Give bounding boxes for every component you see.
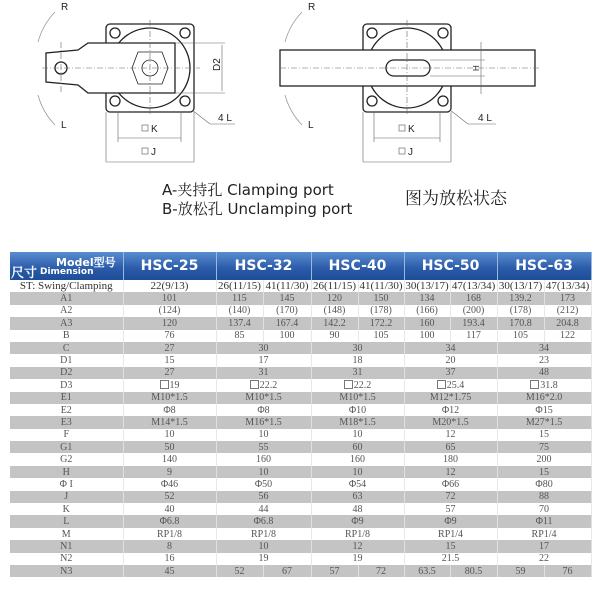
cell: 59 [497, 565, 544, 577]
cell: 16 [123, 553, 216, 565]
cell: Φ66 [404, 478, 497, 490]
cell: 115 [216, 292, 263, 304]
cell: 57 [311, 565, 358, 577]
svg-text:L: L [308, 120, 314, 131]
cell: 120 [123, 317, 216, 329]
cell: 105 [358, 330, 404, 342]
row-label: Φ I [10, 478, 123, 490]
cell: 30(13/17) [498, 280, 543, 292]
cell: Φ8 [216, 404, 311, 416]
table-row [10, 429, 591, 441]
model-header-hsc-32: HSC-32 [216, 252, 311, 280]
model-header-hsc-63: HSC-63 [497, 252, 591, 280]
row-label: C [10, 342, 123, 354]
cell: 117 [450, 330, 497, 342]
row-label: H [10, 466, 123, 478]
svg-text:K: K [408, 124, 415, 135]
right-view-drawing [280, 12, 540, 162]
table-row [10, 317, 591, 329]
svg-text:H: H [472, 65, 481, 71]
cell: 40 [123, 503, 216, 515]
cell: M14*1.5 [123, 416, 216, 428]
svg-text:J: J [151, 147, 156, 158]
cell: 75 [497, 441, 591, 453]
cell: 63 [311, 491, 404, 503]
cell: 26(11/15) [216, 280, 263, 292]
svg-text:K: K [151, 124, 158, 135]
table-row [10, 466, 591, 478]
cell: 30(13/17) [405, 280, 449, 292]
row-label: M [10, 528, 123, 540]
cell: 31 [216, 367, 311, 379]
cell: 10 [311, 466, 404, 478]
cell-value: 31.8 [540, 379, 558, 391]
svg-text:L: L [61, 120, 67, 131]
model-header-hsc-40: HSC-40 [311, 252, 404, 280]
cell: 34 [404, 342, 497, 354]
cell: 160 [404, 317, 450, 329]
state-note: 图为放松状态 [405, 189, 507, 209]
technical-drawing [0, 0, 600, 175]
model-header-hsc-25: HSC-25 [123, 252, 216, 280]
cell: 12 [404, 466, 497, 478]
cell: RP1/8 [123, 528, 216, 540]
row-label: N3 [10, 565, 123, 577]
table-row [10, 528, 591, 540]
cell: M16*1.5 [216, 416, 311, 428]
table-row [10, 565, 591, 577]
cell: 18 [311, 354, 404, 366]
cell: 52 [216, 565, 263, 577]
cell: Φ46 [123, 478, 216, 490]
cell: Φ12 [404, 404, 497, 416]
cell: M10*1.5 [216, 392, 311, 404]
cell: 34 [497, 342, 591, 354]
cell: 193.4 [450, 317, 497, 329]
cell: 10 [216, 540, 311, 552]
row-label: B [10, 330, 123, 342]
svg-text:4 L: 4 L [478, 113, 492, 124]
table-row [10, 553, 591, 565]
cell: 56 [216, 491, 311, 503]
cell-value: 19 [169, 379, 180, 391]
cell: 27 [123, 342, 216, 354]
table-row [10, 441, 591, 453]
cell: (200) [450, 305, 497, 317]
row-label: A3 [10, 317, 123, 329]
unclamping-port-label: B-放松孔 Unclamping port [162, 200, 353, 218]
cell [123, 379, 216, 391]
cell: Φ10 [311, 404, 404, 416]
cell: RP1/8 [216, 528, 311, 540]
cell: 170.8 [497, 317, 544, 329]
cell [497, 379, 591, 391]
row-label: D3 [10, 379, 123, 391]
cell: Φ80 [497, 478, 591, 490]
cell: 44 [216, 503, 311, 515]
cell: (166) [404, 305, 450, 317]
cell: 145 [263, 292, 311, 304]
cell: 15 [497, 466, 591, 478]
cell: (124) [123, 305, 216, 317]
cell: 31 [311, 367, 404, 379]
model-header-hsc-50: HSC-50 [404, 252, 497, 280]
square-symbol-icon [344, 380, 353, 389]
cell: 9 [123, 466, 216, 478]
cell-value: 25.4 [446, 379, 465, 391]
cell: 63.5 [404, 565, 450, 577]
cell: 120 [311, 292, 358, 304]
cell: 139.2 [497, 292, 544, 304]
cell: M27*1.5 [497, 416, 591, 428]
cell: 37 [404, 367, 497, 379]
cell: Φ54 [311, 478, 404, 490]
cell: 173 [544, 292, 591, 304]
cell-value: 22.2 [353, 379, 372, 391]
cell: 137.4 [216, 317, 263, 329]
cell: 180 [404, 453, 497, 465]
cell: 12 [311, 540, 404, 552]
cell: 15 [497, 429, 591, 441]
table-row [10, 367, 591, 379]
cell: 72 [404, 491, 497, 503]
cell: RP1/8 [311, 528, 404, 540]
cell: 55 [216, 441, 311, 453]
cell: 48 [497, 367, 591, 379]
row-label: D2 [10, 367, 123, 379]
cell: M12*1.75 [404, 392, 497, 404]
cell: 17 [216, 354, 311, 366]
cell: 122 [544, 330, 591, 342]
square-symbol-icon [160, 380, 169, 389]
cell: 20 [404, 354, 497, 366]
row-label: E3 [10, 416, 123, 428]
cell: Φ6.8 [216, 515, 311, 527]
cell: 48 [311, 503, 404, 515]
svg-text:J: J [408, 147, 413, 158]
cell: Φ6.8 [123, 515, 216, 527]
row-label: E2 [10, 404, 123, 416]
cell: 12 [404, 429, 497, 441]
row-label: A2 [10, 305, 123, 317]
table-row [10, 478, 591, 490]
table-row [10, 503, 591, 515]
cell: 45 [123, 565, 216, 577]
cell: 47(13/34) [451, 280, 496, 292]
table-row [10, 515, 591, 527]
table-row [10, 354, 591, 366]
cell: 60 [311, 441, 404, 453]
cell: 57 [404, 503, 497, 515]
cell: 41(11/30) [359, 280, 403, 292]
row-label: F [10, 429, 123, 441]
cell: 15 [123, 354, 216, 366]
cell: (178) [358, 305, 404, 317]
square-symbol-icon [250, 380, 259, 389]
cell: 47(13/34) [545, 280, 590, 292]
left-view-drawing [38, 12, 235, 162]
row-label: J [10, 491, 123, 503]
cell: 30 [216, 342, 311, 354]
table-row [10, 453, 591, 465]
cell: 101 [123, 292, 216, 304]
cell: 76 [123, 330, 216, 342]
row-label: G1 [10, 441, 123, 453]
cell: 80.5 [450, 565, 497, 577]
cell: 10 [216, 429, 311, 441]
row-label: N2 [10, 553, 123, 565]
cell: 65 [404, 441, 497, 453]
svg-text:D2: D2 [212, 58, 223, 71]
cell: 30 [311, 342, 404, 354]
row-label: G2 [10, 453, 123, 465]
cell: Φ9 [404, 515, 497, 527]
table-row-st [10, 280, 591, 292]
cell: 23 [497, 354, 591, 366]
model-label: Model型号 [56, 256, 116, 269]
cell: (178) [497, 305, 544, 317]
cell: 72 [358, 565, 404, 577]
table-row [10, 404, 591, 416]
cell [216, 379, 311, 391]
cell: 19 [216, 553, 311, 565]
row-label: K [10, 503, 123, 515]
cell: 160 [216, 453, 311, 465]
clamping-port-label: A-夹持孔 Clamping port [162, 181, 334, 199]
cell: 100 [404, 330, 450, 342]
square-symbol-icon [530, 380, 539, 389]
table-row [10, 491, 591, 503]
table-row [10, 416, 591, 428]
cell: 88 [497, 491, 591, 503]
cell: 17 [497, 540, 591, 552]
cell: (148) [311, 305, 358, 317]
row-label: A1 [10, 292, 123, 304]
cell: 160 [311, 453, 404, 465]
cell [404, 379, 497, 391]
cell: 142.2 [311, 317, 358, 329]
cell: 85 [216, 330, 263, 342]
cell: 10 [311, 429, 404, 441]
cell: 41(11/30) [263, 280, 311, 292]
row-label: N1 [10, 540, 123, 552]
cell: (170) [263, 305, 311, 317]
table-row [10, 540, 591, 552]
cell: 10 [216, 466, 311, 478]
cell: 76 [544, 565, 591, 577]
cell: M20*1.5 [404, 416, 497, 428]
cell: Φ8 [123, 404, 216, 416]
cell: 167.4 [263, 317, 311, 329]
row-label: L [10, 515, 123, 527]
cell: Φ11 [497, 515, 591, 527]
cell: 26(11/15) [311, 280, 358, 292]
dimension-table [10, 252, 592, 577]
cell: M18*1.5 [311, 416, 404, 428]
cell: 21.5 [404, 553, 497, 565]
cell: 15 [404, 540, 497, 552]
dimension-en-label: Dimension [40, 267, 94, 277]
cell: 52 [123, 491, 216, 503]
square-symbol-icon [437, 380, 446, 389]
cell: 134 [404, 292, 450, 304]
cell: 100 [263, 330, 311, 342]
cell: RP1/4 [404, 528, 497, 540]
cell: 204.8 [544, 317, 591, 329]
cell: M10*1.5 [311, 392, 404, 404]
cell: (212) [544, 305, 591, 317]
cell: 19 [311, 553, 404, 565]
cell: (140) [216, 305, 263, 317]
svg-text:R: R [308, 2, 316, 13]
cell [311, 379, 404, 391]
cell: M10*1.5 [123, 392, 216, 404]
cell: 50 [123, 441, 216, 453]
dimension-model-header [10, 252, 123, 280]
cell: Φ9 [311, 515, 404, 527]
table-row [10, 342, 591, 354]
cell: 22(9/13) [123, 280, 216, 292]
cell: 10 [123, 429, 216, 441]
table-row [10, 305, 591, 317]
cell: 27 [123, 367, 216, 379]
dimension-cn-label: 尺寸 [11, 266, 38, 281]
table-row [10, 330, 591, 342]
cell: 200 [497, 453, 591, 465]
cell: 150 [358, 292, 404, 304]
cell: 172.2 [358, 317, 404, 329]
cell: M16*2.0 [497, 392, 591, 404]
cell: 140 [123, 453, 216, 465]
cell: 168 [450, 292, 497, 304]
cell: 90 [311, 330, 358, 342]
row-label: D1 [10, 354, 123, 366]
row-label: ST: Swing/Clamping [10, 280, 123, 292]
table-header-row [10, 252, 591, 280]
svg-text:R: R [61, 2, 69, 13]
cell: RP1/4 [497, 528, 591, 540]
cell: 70 [497, 503, 591, 515]
cell: 8 [123, 540, 216, 552]
cell: Φ50 [216, 478, 311, 490]
table-row [10, 392, 591, 404]
row-label: E1 [10, 392, 123, 404]
port-legend [162, 181, 352, 219]
table-row [10, 292, 591, 304]
cell: Φ15 [497, 404, 591, 416]
cell: 67 [263, 565, 311, 577]
svg-text:4 L: 4 L [218, 113, 232, 124]
cell: 105 [497, 330, 544, 342]
table-row [10, 379, 591, 391]
cell: 22 [497, 553, 591, 565]
cell-value: 22.2 [259, 379, 278, 391]
